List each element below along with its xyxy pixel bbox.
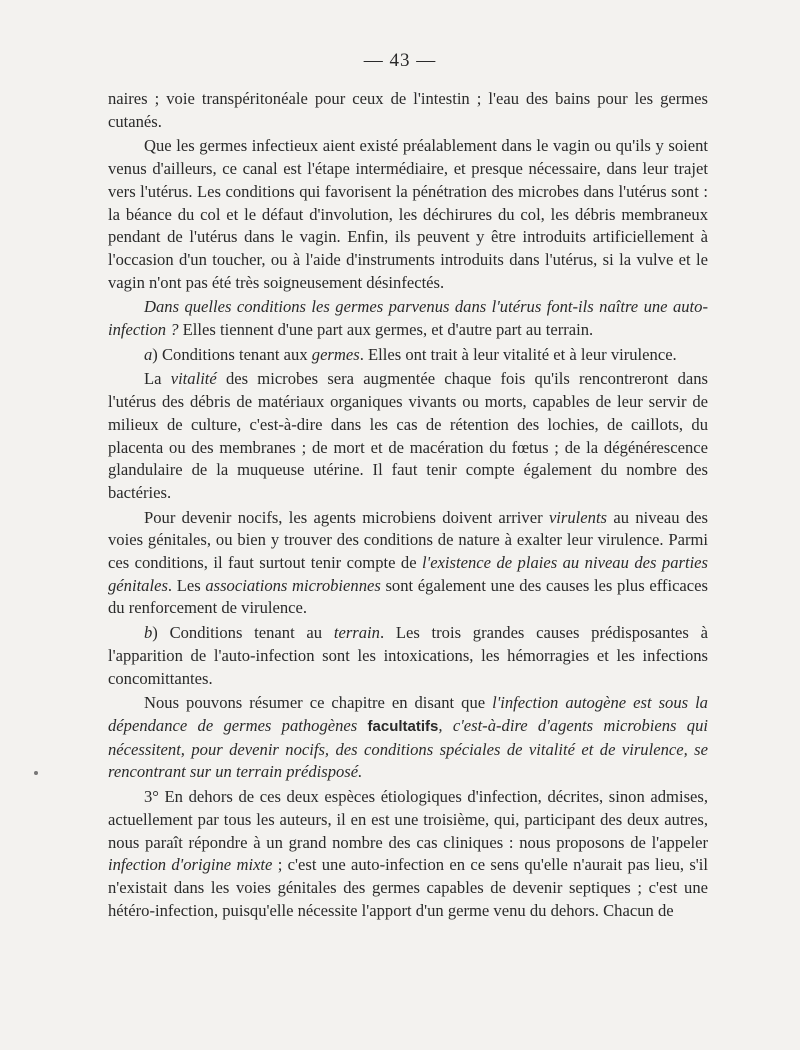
- paragraph-8-text-1: Nous pouvons résumer ce chapitre en disant que: [144, 693, 493, 713]
- mixte-italic: infection d'origine mixte: [108, 855, 273, 875]
- terrain-italic: terrain: [333, 623, 380, 643]
- paragraph-7: [108, 622, 708, 690]
- summary-italic-2: , c'est-à-dire d'agents microbiens qui nécessitent, pour devenir nocifs, des conditions spéciales de vitalité et de virulence, se rencontrant sur un terrain prédisposé.: [108, 715, 708, 782]
- associations-italic: associations microbiennes: [205, 575, 381, 595]
- virulents-italic: virulents: [548, 507, 608, 527]
- body-text: [108, 88, 708, 922]
- facultatifs-bold: facultatifs: [367, 717, 439, 735]
- paragraph-1: naires ; voie transpéritonéale pour ceux de l'intestin ; l'eau des bains pour les germes cutanés.: [108, 89, 708, 131]
- paragraph-6-text-2: au niveau des voies génitales, ou bien y trouver des conditions de nature à exalter leur virulence. Parmi ces conditions, il faut surtout tenir compte de: [108, 507, 708, 573]
- paragraph-9: [108, 786, 708, 922]
- paragraph-5: [108, 368, 708, 504]
- paragraph-9-text-1: 3° En dehors de ces deux espèces étiologiques d'infection, décrites, sinon admises, actuellement par tous les auteurs, il en est une troisième, qui, participant des deux autres, nous paraît répondre à un grand nombre des cas cliniques : nous proposons de l'appeler: [108, 787, 708, 852]
- paragraph-6-text-4: sont également une des causes les plus efficaces du renforcement de virulence.: [108, 575, 708, 618]
- paragraph-6: [108, 507, 708, 621]
- paragraph-7-text-2: . Les trois grandes causes prédisposantes à l'apparition de l'auto-infection sont les intoxications, les hémorragies et les infections concomittantes.: [108, 623, 708, 688]
- paragraph-4-text-2: . Elles ont trait à leur vitalité et à leur virulence.: [359, 344, 677, 364]
- summary-italic-1: l'infection autogène est sous la dépendance de germes pathogènes: [108, 693, 708, 735]
- paragraph-6-text-3: . Les: [167, 575, 206, 595]
- page-number: — 43 —: [363, 50, 437, 71]
- existence-italic: l'existence de plaies au niveau des parties génitales: [108, 553, 708, 595]
- question-italic: Dans quelles conditions les germes parvenus dans l'utérus font-ils naître une auto-infection ?: [108, 297, 708, 340]
- paragraph-7-text-1: ) Conditions tenant au: [152, 623, 334, 643]
- margin-speck: [34, 771, 38, 775]
- paragraph-5-text-1: La: [144, 369, 171, 389]
- paragraph-6-text-1: Pour devenir nocifs, les agents microbiens doivent arriver: [144, 507, 549, 527]
- vitalite-italic: vitalité: [170, 369, 217, 389]
- germes-italic: germes: [311, 344, 360, 364]
- paragraph-5-text-2: des microbes sera augmentée chaque fois qu'ils rencontreront dans l'utérus des débris de matériaux organiques vivants ou morts, capables de leur servir de milieux de culture, c'est-à-dire dans les cas de rétention des lochies, de caillots, du placenta ou des membranes ; de mort et de macération du fœtus ; de la dégénérescence glandulaire de la muqueuse utérine. Il faut tenir compte également du nombre des bactéries.: [108, 369, 708, 502]
- paragraph-3-rest: Elles tiennent d'une part aux germes, et d'autre part au terrain.: [178, 320, 594, 340]
- letter-b: b: [144, 623, 153, 643]
- paragraph-8: [108, 692, 708, 784]
- paragraph-2: Que les germes infectieux aient existé préalablement dans le vagin ou qu'ils y soient venus d'ailleurs, ce canal est l'étape intermédiaire, et presque nécessaire, dans leur trajet vers l'utérus. Les conditions qui favorisent la pénétration des microbes dans l'utérus sont : la béance du col et le défaut d'involution, les déchirures du col, les débris membraneux pendant de l'utérus dans le vagin. Enfin, ils peuvent y être introduits artificiellement à l'occasion d'un toucher, ou à l'aide d'instruments introduits dans l'utérus, si la vulve et le vagin n'ont pas été très soigneusement désinfectés.: [108, 136, 708, 292]
- letter-a: a: [144, 344, 153, 364]
- paragraph-4: [108, 344, 708, 367]
- paragraph-3: [108, 296, 708, 341]
- paragraph-4-text-1: ) Conditions tenant aux: [152, 344, 312, 364]
- paragraph-9-text-2: ; c'est une auto-infection en ce sens qu'elle n'aurait pas lieu, s'il n'existait dans les voies génitales des germes capables de devenir septiques ; c'est une hétéro-infection, puisqu'elle nécessite l'apport d'un germe venu du dehors. Chacun de: [108, 855, 708, 920]
